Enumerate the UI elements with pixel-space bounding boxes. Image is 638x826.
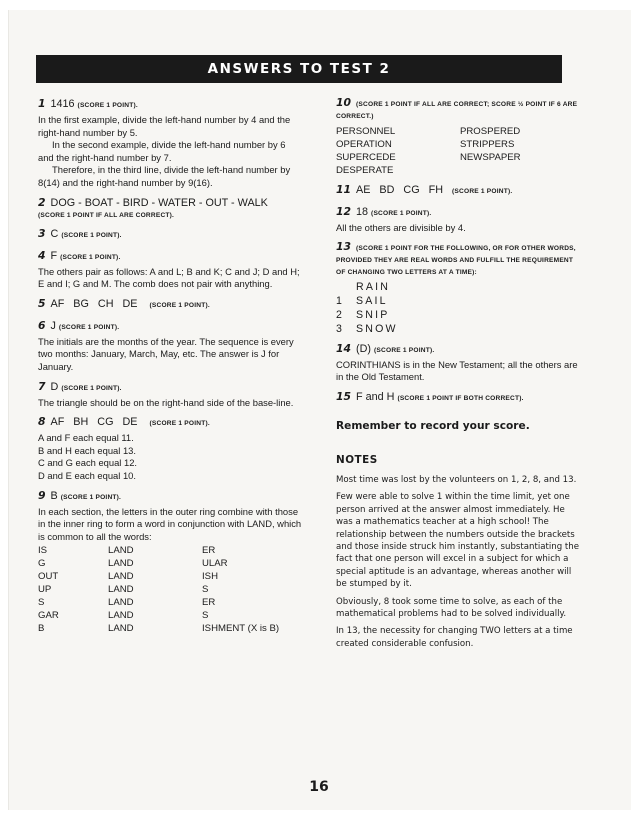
table-cell: GAR bbox=[38, 610, 59, 622]
explanation-text: CORINTHIANS is in the New Testament; all the others are in the Old Testament. bbox=[336, 358, 578, 383]
answer-5 bbox=[38, 297, 302, 313]
table-row bbox=[38, 544, 279, 557]
explanation-line: Therefore, in the third line, divide the left-hand number by 8(14) and the right-hand number by 9(16). bbox=[38, 164, 291, 188]
explanation-text: The others pair as follows: A and L; B and K; C and J; D and H; E and I; G and M. The comb does not pair with anything. bbox=[38, 265, 300, 290]
answer-value: AF BG CH DE bbox=[50, 297, 138, 310]
answer-value: D bbox=[50, 380, 59, 393]
question-number: 11 bbox=[336, 183, 352, 196]
question-number: 1 bbox=[38, 97, 46, 110]
answer-value: J bbox=[50, 319, 56, 332]
table-cell bbox=[460, 164, 584, 177]
answer-2 bbox=[38, 196, 302, 221]
record-score-reminder: Remember to record your score. bbox=[336, 419, 530, 432]
explanation-line: B and H each equal 13. bbox=[38, 444, 136, 456]
score-note: (SCORE 1 POINT). bbox=[374, 346, 435, 354]
table-cell: LAND bbox=[108, 571, 134, 583]
answer-14 bbox=[336, 342, 584, 384]
score-note: (SCORE 1 POINT). bbox=[60, 493, 122, 501]
table-cell: PERSONNEL bbox=[336, 126, 396, 137]
table-row bbox=[336, 151, 584, 164]
question-number: 7 bbox=[38, 379, 46, 393]
step-word: SAIL bbox=[356, 294, 388, 307]
page-title: ANSWERS TO TEST 2 bbox=[207, 61, 391, 77]
table-cell: ER bbox=[202, 545, 216, 557]
table-row bbox=[336, 138, 584, 151]
answer-6 bbox=[38, 319, 302, 374]
answer-15 bbox=[336, 390, 584, 406]
answer-4 bbox=[38, 249, 302, 291]
answer-value: B bbox=[50, 489, 58, 502]
answer-10 bbox=[336, 97, 584, 177]
score-note: (SCORE 1 POINT). bbox=[58, 323, 120, 331]
score-note: (SCORE 1 POINT). bbox=[61, 231, 122, 239]
table-row bbox=[38, 583, 279, 596]
step-word: SNOW bbox=[356, 322, 398, 335]
table-cell: G bbox=[38, 558, 46, 570]
table-cell: IS bbox=[38, 545, 48, 557]
notes-paragraph: In 13, the necessity for changing TWO letters at a time created considerable confusion. bbox=[336, 626, 573, 649]
table-cell: LAND bbox=[108, 597, 134, 609]
explanation-text: The initials are the months of the year. The sequence is every two months: January, March, May, etc. The answer is J for January. bbox=[38, 335, 294, 372]
answer-value: (D) bbox=[356, 342, 372, 355]
score-note: (SCORE 1 POINT IF ALL ARE CORRECT). bbox=[38, 211, 175, 219]
question-number: 10 bbox=[336, 96, 352, 109]
score-note: (SCORE 1 POINT IF ALL ARE CORRECT; SCORE ½ POINT IF 6 ARE CORRECT.) bbox=[336, 101, 578, 120]
score-note: (SCORE 1 POINT). bbox=[149, 420, 210, 428]
word-ladder bbox=[336, 280, 584, 336]
answer-value: 1416 bbox=[50, 98, 75, 110]
notes-section bbox=[336, 454, 584, 650]
ladder-step bbox=[336, 294, 584, 308]
table-row bbox=[38, 622, 279, 635]
table-row bbox=[38, 609, 279, 622]
score-note: (SCORE 1 POINT). bbox=[452, 188, 513, 195]
page-banner bbox=[36, 55, 562, 83]
question-number: 5 bbox=[38, 296, 46, 310]
answer-8 bbox=[38, 415, 302, 482]
notes-paragraph: Obviously, 8 took some time to solve, as each of the mathematical problems had to be solved individually. bbox=[336, 596, 567, 620]
step-number: 2 bbox=[336, 308, 342, 321]
explanation-line: D and E each equal 10. bbox=[38, 469, 136, 481]
answer-value: F and H bbox=[356, 390, 395, 403]
words-table bbox=[336, 125, 584, 177]
score-note: (SCORE 1 POINT). bbox=[77, 102, 138, 109]
question-number: 14 bbox=[336, 341, 352, 355]
table-cell: DESPERATE bbox=[336, 165, 394, 176]
answer-9 bbox=[38, 489, 302, 636]
table-cell: LAND bbox=[108, 584, 134, 596]
land-words-table bbox=[38, 544, 279, 635]
explanation-text: The triangle should be on the right-hand side of the base-line. bbox=[38, 396, 294, 408]
table-cell: LAND bbox=[108, 545, 134, 557]
explanation-text: In each section, the letters in the outer ring combine with those in the inner ring to form a word in conjunction with LAND, which is common to all the words: bbox=[38, 505, 302, 542]
question-number: 13 bbox=[336, 239, 352, 253]
table-cell: UP bbox=[38, 584, 52, 596]
table-cell: ER bbox=[202, 597, 216, 609]
table-cell: S bbox=[38, 597, 45, 609]
ladder-step bbox=[336, 308, 584, 322]
question-number: 2 bbox=[38, 195, 46, 209]
table-cell: NEWSPAPER bbox=[459, 152, 521, 163]
explanation-line: A and F each equal 11. bbox=[38, 432, 134, 444]
table-row bbox=[38, 557, 279, 570]
explanation-line: In the second example, divide the left-hand number by 6 and the right-hand number by 7. bbox=[38, 139, 286, 163]
table-row bbox=[38, 570, 279, 583]
answer-3 bbox=[38, 227, 302, 243]
table-cell: LAND bbox=[108, 623, 134, 635]
table-cell: LAND bbox=[108, 610, 134, 622]
question-number: 3 bbox=[38, 226, 46, 240]
explanation-text: All the others are divisible by 4. bbox=[336, 222, 466, 233]
table-cell: PROSPERED bbox=[459, 126, 521, 137]
answer-1 bbox=[38, 97, 302, 190]
question-number: 8 bbox=[38, 415, 46, 429]
page-number: 16 bbox=[309, 779, 329, 795]
table-cell: SUPERCEDE bbox=[336, 152, 396, 163]
answer-value: AF BH CG DE bbox=[50, 416, 138, 429]
notes-heading: NOTES bbox=[336, 454, 378, 467]
answer-7 bbox=[38, 380, 302, 410]
table-cell: B bbox=[38, 623, 45, 635]
table-cell: LAND bbox=[108, 558, 134, 570]
table-cell: S bbox=[202, 610, 209, 622]
answer-value: 18 bbox=[356, 206, 369, 218]
question-number: 9 bbox=[38, 488, 46, 502]
table-row bbox=[38, 596, 279, 609]
step-word: SNIP bbox=[356, 308, 390, 321]
explanation-line: In the first example, divide the left-hand number by 4 and the right-hand number by 5. bbox=[38, 114, 291, 138]
table-row bbox=[336, 164, 584, 177]
ladder-step bbox=[336, 280, 584, 294]
question-number: 12 bbox=[336, 205, 352, 218]
score-note: (SCORE 1 POINT). bbox=[60, 253, 121, 261]
ladder-step bbox=[336, 322, 584, 336]
score-note: (SCORE 1 POINT IF BOTH CORRECT). bbox=[397, 394, 524, 402]
table-cell: S bbox=[202, 584, 209, 596]
notes-paragraph: Most time was lost by the volunteers on 1, 2, 8, and 13. bbox=[336, 474, 577, 485]
question-number: 6 bbox=[38, 318, 46, 332]
question-number: 4 bbox=[38, 248, 46, 262]
table-cell: ISHMENT (X is B) bbox=[202, 623, 280, 635]
table-cell: ISH bbox=[202, 571, 218, 583]
table-row bbox=[336, 125, 584, 138]
score-note: (SCORE 1 POINT). bbox=[371, 210, 432, 217]
score-note: (SCORE 1 POINT). bbox=[149, 301, 210, 309]
question-number: 15 bbox=[336, 389, 352, 403]
notes-paragraph: Few were able to solve 1 within the time limit, yet one person arrived at the answer almost immediately. He was a mathematics teacher at a high school! The relationship between the numbers outside the brackets and those inside struck him instantly, substantiating the fact that one person will excel in a subject for which a special aptitude is an advantage, whereas another will be stumped by it. bbox=[336, 492, 579, 590]
step-number: 3 bbox=[336, 322, 342, 335]
score-note: (SCORE 1 POINT FOR THE FOLLOWING, OR FOR OTHER WORDS, PROVIDED THEY ARE REAL WORDS AND FULFILL THE REQUIREMENT OF CHANGING TWO LETTERS AT A TIME): bbox=[336, 244, 576, 276]
answer-value: AE BD CG FH bbox=[356, 184, 444, 196]
explanation-line: C and G each equal 12. bbox=[38, 457, 138, 469]
score-note: (SCORE 1 POINT). bbox=[61, 384, 122, 392]
answer-value: F bbox=[50, 249, 58, 262]
right-column bbox=[336, 97, 584, 655]
step-number: 1 bbox=[336, 294, 342, 307]
left-column bbox=[38, 97, 302, 641]
step-word: RAIN bbox=[356, 280, 391, 293]
answer-12 bbox=[336, 205, 584, 235]
answer-11 bbox=[336, 183, 584, 199]
answer-value: DOG - BOAT - BIRD - WATER - OUT - WALK bbox=[50, 196, 268, 209]
answer-value: C bbox=[50, 227, 59, 240]
table-cell: OUT bbox=[38, 571, 59, 583]
table-cell: STRIPPERS bbox=[459, 139, 515, 150]
table-cell: OPERATION bbox=[336, 139, 392, 150]
table-cell: ULAR bbox=[202, 558, 228, 570]
answer-13 bbox=[336, 241, 584, 336]
